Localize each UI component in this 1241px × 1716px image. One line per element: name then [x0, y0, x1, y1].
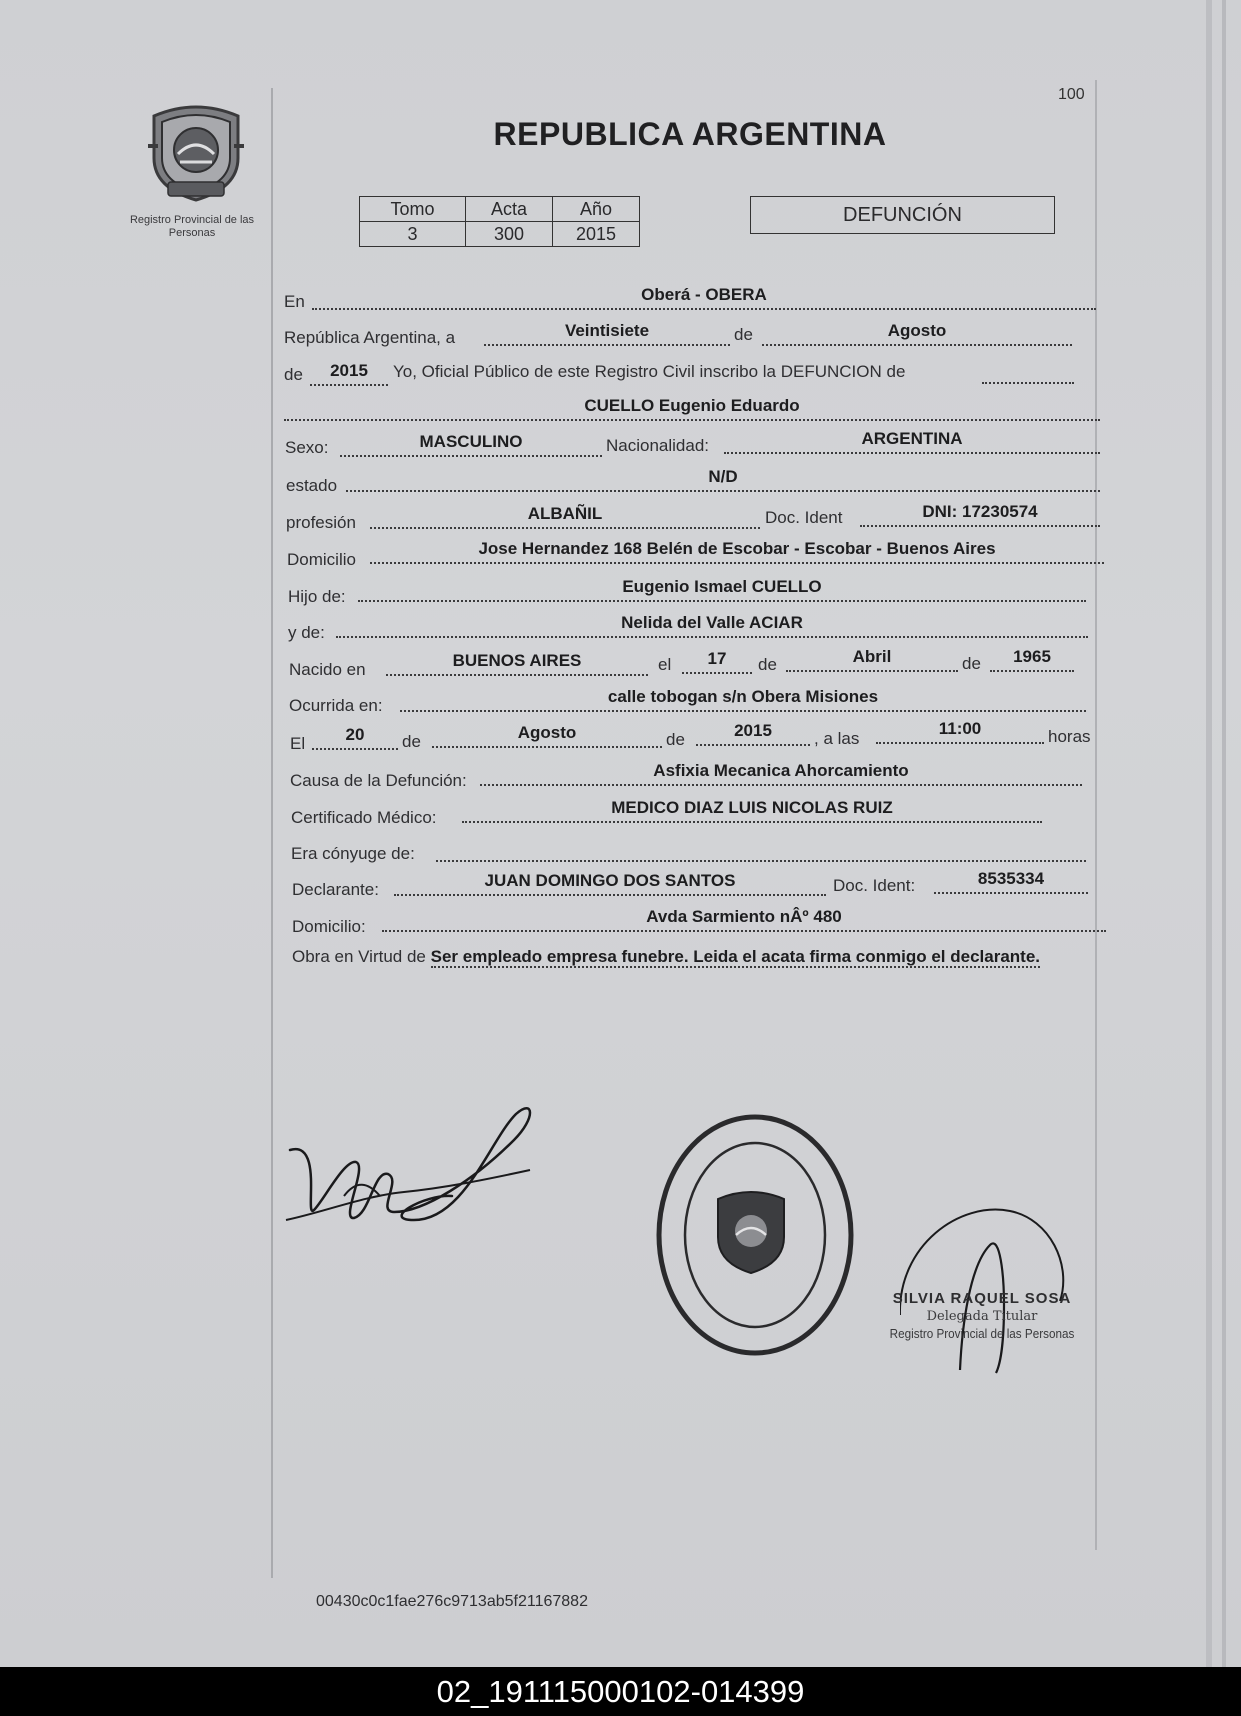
- label-de-5: de: [402, 732, 421, 751]
- label-horas: horas: [1048, 727, 1091, 746]
- label-y-de: y de:: [288, 623, 325, 642]
- field-place: Oberá - OBERA: [312, 284, 1096, 310]
- field-death-time: 11:00: [876, 718, 1044, 744]
- document-hash: 00430c0c1fae276c9713ab5f21167882: [316, 1593, 588, 1610]
- field-birth-year: 1965: [990, 646, 1074, 672]
- field-sex: MASCULINO: [340, 431, 602, 457]
- field-month: Agosto: [762, 320, 1072, 346]
- officer-role: Delegada Titular: [926, 1309, 1038, 1324]
- provincial-emblem-icon: [144, 96, 248, 202]
- field-death-month: Agosto: [432, 722, 662, 748]
- field-spouse: [436, 842, 1086, 862]
- label-obra: Obra en Virtud de: [292, 947, 426, 966]
- page-number: 100: [1058, 86, 1085, 103]
- obra-en-virtud-paragraph: [292, 942, 1108, 972]
- label-de-3: de: [758, 655, 777, 674]
- officer-stamp: [862, 1290, 1102, 1341]
- field-birth-month: Abril: [786, 646, 958, 672]
- field-profession: ALBAÑIL: [370, 503, 760, 529]
- label-domicilio-declarant: Domicilio:: [292, 917, 366, 936]
- label-republica: República Argentina, a: [284, 328, 456, 347]
- officer-name: SILVIA RAQUEL SOSA: [892, 1290, 1072, 1307]
- field-year: 2015: [310, 360, 388, 386]
- label-de-2: de: [284, 365, 303, 384]
- label-yo-oficial: Yo, Oficial Público de este Registro Civil inscribo la DEFUNCION de: [393, 362, 906, 381]
- field-cause: Asfixia Mecanica Ahorcamiento: [480, 760, 1082, 786]
- field-mother: Nelida del Valle ACIAR: [336, 612, 1088, 638]
- left-margin-rule: [271, 88, 273, 1578]
- field-father: Eugenio Ismael CUELLO: [358, 576, 1086, 602]
- label-causa: Causa de la Defunción:: [290, 771, 467, 790]
- label-domicilio: Domicilio: [287, 550, 356, 569]
- field-medical-certificate: MEDICO DIAZ LUIS NICOLAS RUIZ: [462, 797, 1042, 823]
- seal-emblem-icon: [712, 1185, 790, 1275]
- field-birth-place: BUENOS AIRES: [386, 650, 648, 676]
- label-de-4: de: [962, 654, 981, 673]
- label-nacionalidad: Nacionalidad:: [606, 436, 710, 455]
- field-day-text: Veintisiete: [484, 320, 730, 346]
- field-death-day: 20: [312, 724, 398, 750]
- field-document: DNI: 17230574: [860, 501, 1100, 527]
- label-estado: estado: [286, 476, 338, 495]
- field-declarant-doc: 8535334: [934, 868, 1088, 894]
- file-id-bar: [0, 1667, 1241, 1716]
- file-id: 02_191115000102-014399: [436, 1674, 805, 1709]
- declarant-signature: [284, 1100, 544, 1250]
- label-en: En: [284, 292, 305, 311]
- label-conyuge: Era cónyuge de:: [291, 844, 415, 863]
- label-doc-ident: Doc. Ident: [765, 508, 843, 527]
- field-death-place: calle tobogan s/n Obera Misiones: [400, 686, 1086, 712]
- label-a-las: , a las: [814, 729, 860, 748]
- registry-header-acta: Acta: [466, 197, 553, 222]
- page-edge-back: [1222, 0, 1226, 1667]
- label-declarante: Declarante:: [292, 880, 379, 899]
- field-spacer: [982, 364, 1074, 384]
- emblem-caption: Registro Provincial de las Personas: [129, 214, 255, 239]
- registry-value-anio: 2015: [553, 222, 640, 247]
- registry-header-tomo: Tomo: [360, 197, 466, 222]
- document-title: REPUBLICA ARGENTINA: [493, 116, 887, 152]
- label-el-lower: el: [658, 655, 672, 674]
- label-ocurrida-en: Ocurrida en:: [289, 696, 383, 715]
- label-el: El: [290, 734, 306, 753]
- field-deceased-name: CUELLO Eugenio Eduardo: [284, 395, 1100, 421]
- label-hijo-de: Hijo de:: [288, 587, 346, 606]
- field-declarant-address: Avda Sarmiento nÂº 480: [382, 906, 1106, 932]
- document-type-box: DEFUNCIÓN: [750, 196, 1055, 234]
- label-de-6: de: [666, 730, 685, 749]
- label-sexo: Sexo:: [285, 438, 329, 457]
- label-profesion: profesión: [286, 513, 356, 532]
- label-nacido-en: Nacido en: [289, 660, 366, 679]
- field-declarant: JUAN DOMINGO DOS SANTOS: [394, 870, 826, 896]
- field-obra-text: Ser empleado empresa funebre. Leida el acata firma conmigo el declarante.: [430, 947, 1041, 966]
- page-edge: [1206, 0, 1212, 1667]
- label-doc-ident-declarant: Doc. Ident:: [833, 876, 916, 895]
- field-death-year: 2015: [696, 720, 810, 746]
- registry-value-row: [360, 222, 640, 247]
- field-birth-day: 17: [682, 648, 752, 674]
- registry-header-anio: Año: [553, 197, 640, 222]
- officer-org: Registro Provincial de las Personas: [889, 1326, 1075, 1341]
- field-civil-status: N/D: [346, 466, 1100, 492]
- registry-header-row: [360, 197, 640, 222]
- field-address: Jose Hernandez 168 Belén de Escobar - Escobar - Buenos Aires: [370, 538, 1104, 564]
- label-de-1: de: [734, 325, 753, 344]
- field-nationality: ARGENTINA: [724, 428, 1100, 454]
- label-certificado: Certificado Médico:: [291, 808, 437, 827]
- registry-value-acta: 300: [466, 222, 553, 247]
- registry-table: [359, 196, 640, 247]
- registry-value-tomo: 3: [360, 222, 466, 247]
